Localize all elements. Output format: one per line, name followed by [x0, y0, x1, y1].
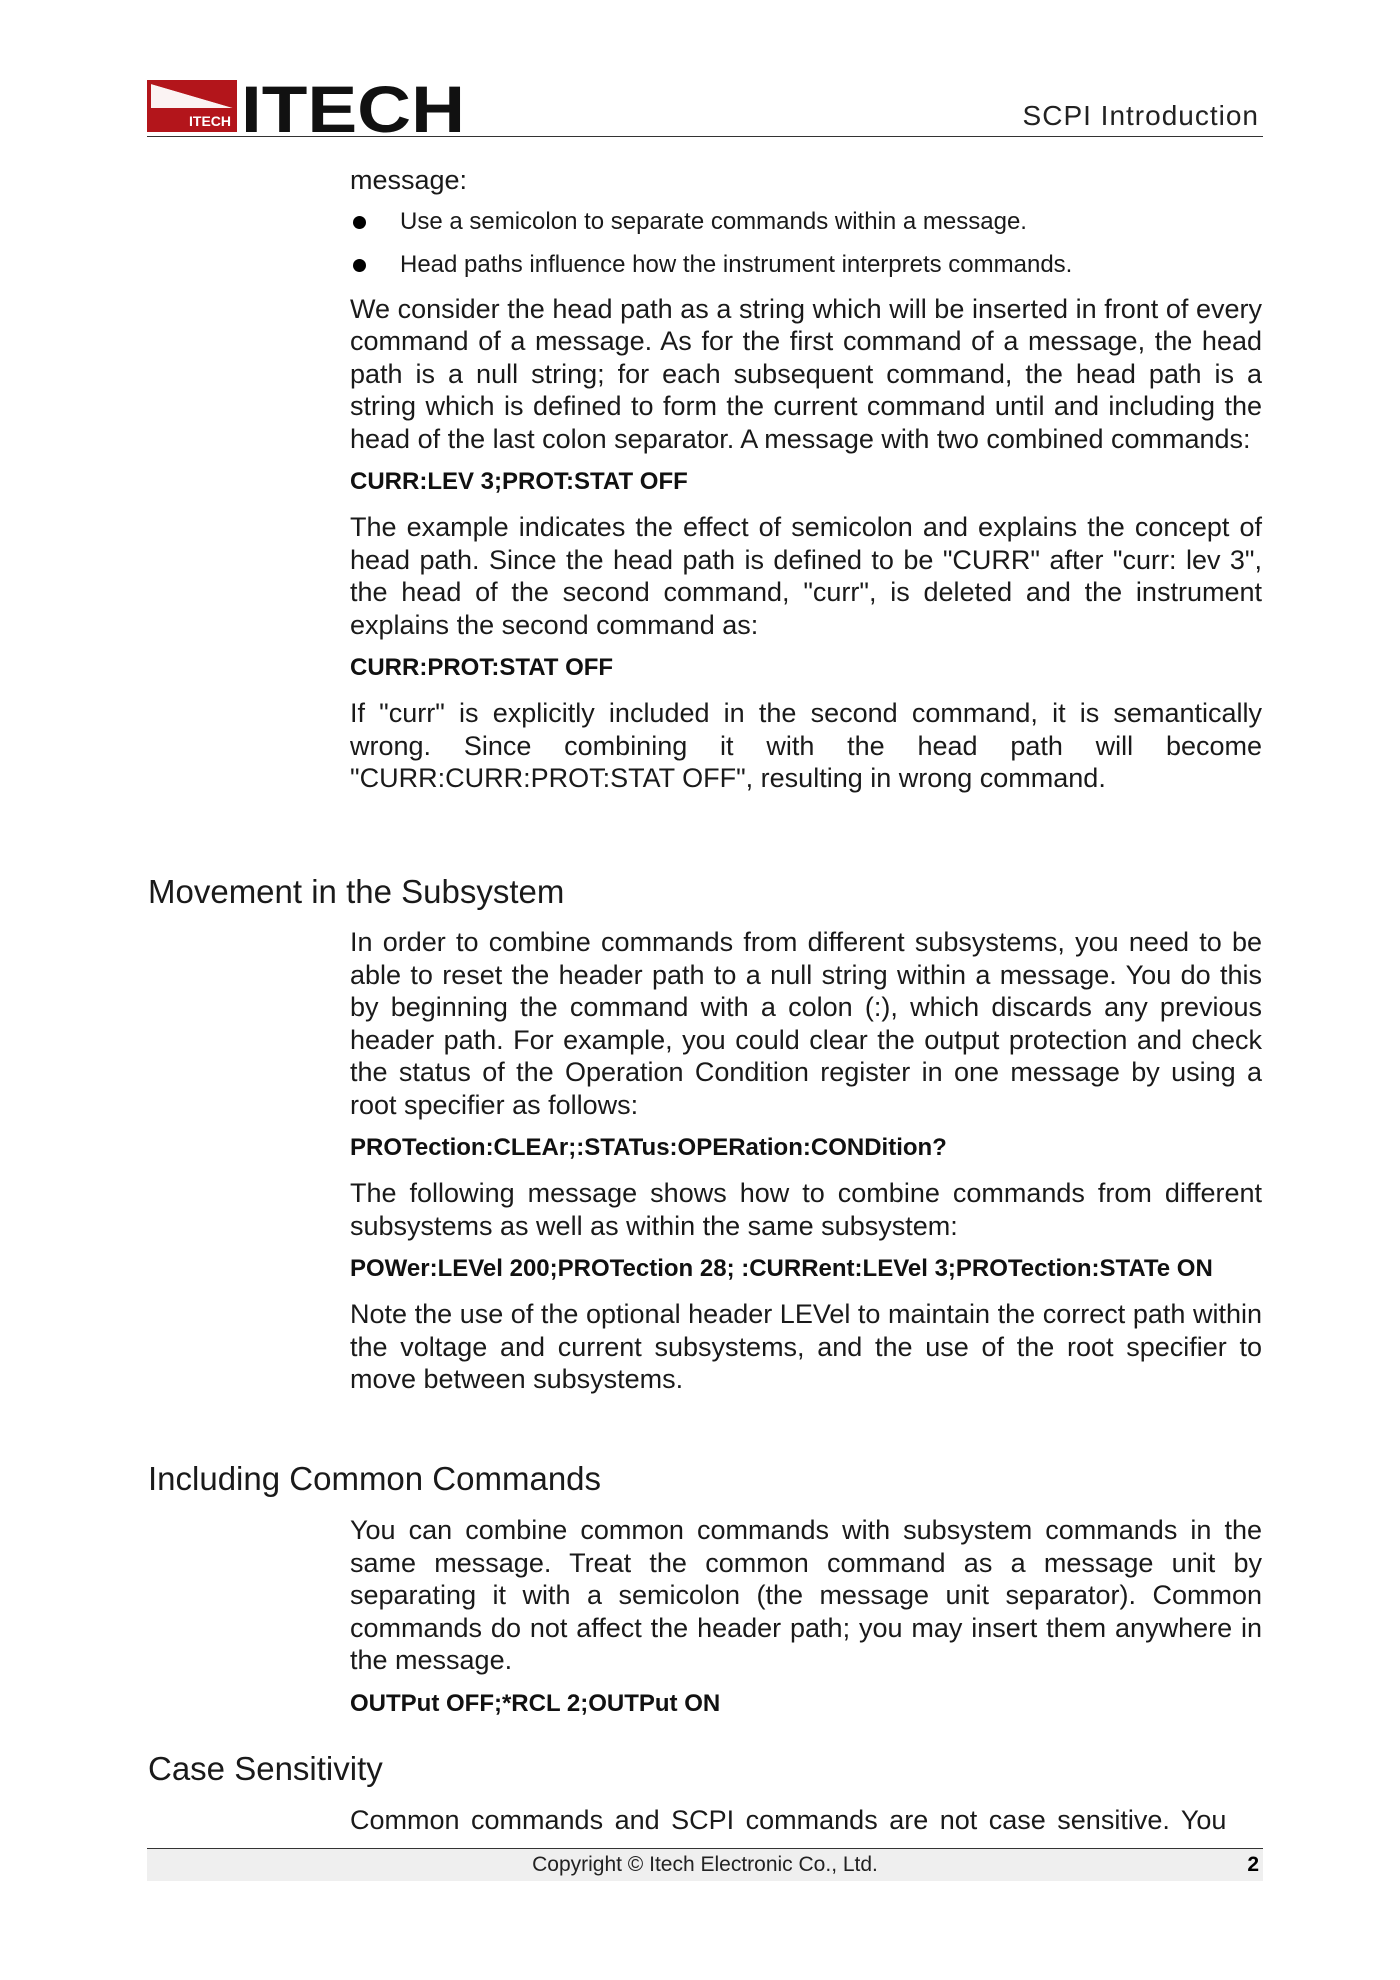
paragraph: Common commands and SCPI commands are not case sensitive. You — [350, 1805, 1227, 1835]
intro-section — [350, 164, 1262, 807]
bullet-icon — [353, 259, 366, 272]
page-header — [147, 72, 1263, 137]
section-heading: Including Common Commands — [148, 1460, 602, 1497]
bullet-text: Use a semicolon to separate commands within a message. — [400, 207, 1027, 235]
paragraph: The example indicates the effect of semicolon and explains the concept of head path. Since the head path is defined to be "CURR" after "curr: lev 3", the head of the second command, "curr", is deleted and the instrument explains the second command as: — [350, 512, 1262, 640]
logo-badge-text: ITECH — [189, 113, 231, 129]
itech-logo — [147, 78, 467, 134]
paragraph: The following message shows how to combine commands from different subsystems as well as within the same subsystem: — [350, 1178, 1262, 1241]
list-item — [350, 207, 1262, 237]
intro-bullet-list — [350, 207, 1262, 280]
bullet-text: Head paths influence how the instrument interprets commands. — [400, 250, 1073, 278]
intro-lead: message: — [350, 165, 468, 195]
list-item — [350, 250, 1262, 280]
section-heading: Case Sensitivity — [148, 1750, 383, 1787]
paragraph: We consider the head path as a string which will be inserted in front of every command of a message. As for the first command of a message, the head path is a null string; for each subsequent command, the head path is a string which is defined to form the current command until and including the head of the last colon separator. A message with two combined commands: — [350, 293, 1262, 454]
code-example: PROTection:CLEAr;:STATus:OPERation:CONDition? — [350, 1134, 947, 1161]
common-section — [350, 1514, 1262, 1733]
code-example: CURR:LEV 3;PROT:STAT OFF — [350, 468, 688, 495]
paragraph: You can combine common commands with subsystem commands in the same message. Treat the common command as a message unit by separating it with a semicolon (the message unit separator). Common commands do not affect the header path; you may insert them anywhere in the message. — [350, 1515, 1262, 1675]
case-section — [350, 1804, 1262, 1849]
page-footer — [147, 1848, 1263, 1881]
paragraph: In order to combine commands from different subsystems, you need to be able to reset the header path to a null string within a message. You do this by beginning the command with a colon (:), which discards any previous header path. For example, you could clear the output protection and check the status of the Operation Condition register in one message by using a root specifier as follows: — [350, 927, 1262, 1120]
paragraph: Note the use of the optional header LEVel to maintain the correct path within the voltage and current subsystems, and the use of the root specifier to move between subsystems. — [350, 1299, 1262, 1394]
code-example: CURR:PROT:STAT OFF — [350, 654, 614, 681]
page-number: 2 — [1247, 1853, 1259, 1876]
logo-wordmark: ITECH — [241, 78, 465, 134]
bullet-icon — [353, 216, 366, 229]
section-title: SCPI Introduction — [1022, 100, 1259, 131]
code-example: POWer:LEVel 200;PROTection 28; :CURRent:LEVel 3;PROTection:STATe ON — [350, 1255, 1213, 1282]
section-heading: Movement in the Subsystem — [148, 873, 565, 910]
code-example: OUTPut OFF;*RCL 2;OUTPut ON — [350, 1689, 721, 1717]
paragraph: If "curr" is explicitly included in the second command, it is semantically wrong. Since combining it with the head path will become "CURR:CURR:PROT:STAT OFF", resulting in wrong command. — [350, 698, 1262, 793]
movement-section — [350, 926, 1262, 1408]
copyright-text: Copyright © Itech Electronic Co., Ltd. — [532, 1853, 878, 1876]
